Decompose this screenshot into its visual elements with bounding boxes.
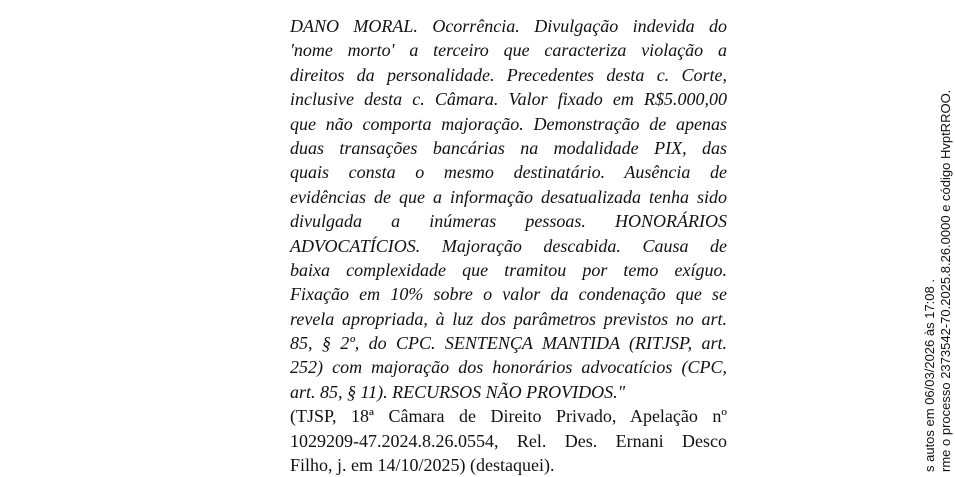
quote-line: 'nome morto' a terceiro que caracteriza violação a <box>290 40 727 61</box>
citation-line: 1029209-47.2024.8.26.0554, Rel. Des. Ernani Desco <box>290 430 727 451</box>
quote-line: divulgada a inúmeras pessoas. HONORÁRIOS <box>290 211 727 232</box>
quote-line: DANO MORAL. Ocorrência. Divulgação indevida do <box>290 16 727 36</box>
quote-line: direitos da personalidade. Precedentes desta c. Corte, <box>290 64 727 85</box>
quote-line: quais consta o mesmo destinatário. Ausência de <box>290 162 727 183</box>
quote-line: 252) com majoração dos honorários advocatícios (CPC, <box>290 357 727 378</box>
quote-line: duas transações bancárias na modalidade PIX, das <box>290 137 727 158</box>
margin-signature-stamp: s autos em 06/03/2026 às 17:08 . <box>922 279 937 472</box>
quote-line: art. 85, § 11). RECURSOS NÃO PROVIDOS." <box>290 381 626 402</box>
quote-line: baixa complexidade que tramitou por temo exíguo. <box>290 259 727 280</box>
quote-line: ADVOCATÍCIOS. Majoração descabida. Causa de <box>290 235 727 256</box>
quote-line: revela apropriada, à luz dos parâmetros previstos no art. <box>290 308 727 329</box>
jurisprudence-quote <box>290 14 727 477</box>
citation-line: Filho, j. em 14/10/2025) (destaquei). <box>290 455 555 476</box>
quote-line: que não comporta majoração. Demonstração de apenas <box>290 113 727 134</box>
citation-line: (TJSP, 18ª Câmara de Direito Privado, Apelação nº <box>290 406 727 427</box>
quote-line: Fixação em 10% sobre o valor da condenação que se <box>290 284 727 305</box>
margin-verification-stamp: rme o processo 2373542-70.2025.8.26.0000 e código HvptRROO. <box>938 89 953 472</box>
quote-line: inclusive desta c. Câmara. Valor fixado em R$5.000,00 <box>290 89 727 110</box>
quote-line: evidências de que a informação desatualizada tenha sido <box>290 186 727 207</box>
quote-line: 85, § 2º, do CPC. SENTENÇA MANTIDA (RITJSP, art. <box>290 333 727 354</box>
